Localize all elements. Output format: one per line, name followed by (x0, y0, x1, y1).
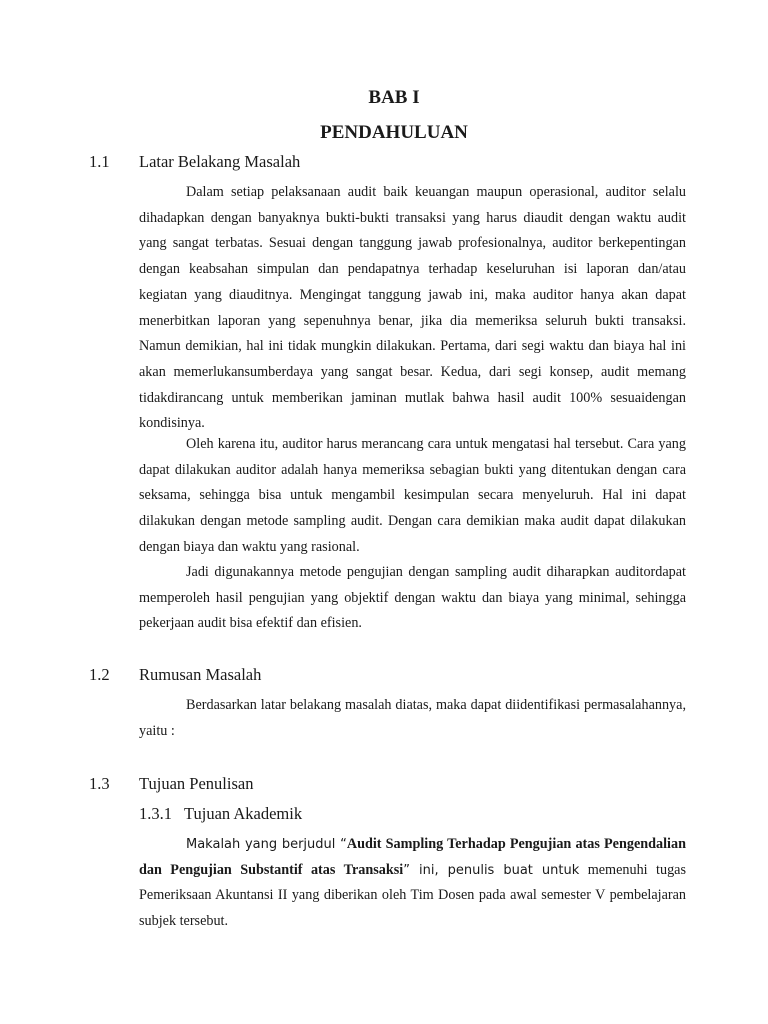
paragraph-rest: memenuhi tugas Pemeriksaan Akuntansi II yang diberikan oleh Tim Dosen pada awal semester V pembelajaran subjek tersebut. (139, 861, 686, 930)
paragraph-lead: Makalah yang berjudul “ (186, 837, 347, 852)
paragraph: Jadi digunakannya metode pengujian dengan sampling audit diharapkan auditordapat memperoleh hasil pengujian yang objektif dengan waktu dan biaya yang minimal, sehingga pekerjaan audit bisa efektif dan efisien. (139, 564, 686, 632)
paragraph: Berdasarkan latar belakang masalah diatas, maka dapat diidentifikasi permasalahannya, yaitu : (139, 697, 686, 739)
section-number: 1.3 (89, 774, 110, 793)
section-number: 1.1 (89, 152, 110, 171)
section-number: 1.2 (89, 665, 110, 684)
section-title: Rumusan Masalah (139, 665, 262, 684)
section-title: Tujuan Penulisan (139, 774, 254, 793)
subsection-number: 1.3.1 (139, 804, 172, 823)
section-title: Latar Belakang Masalah (139, 152, 301, 171)
paragraph (139, 832, 686, 935)
chapter-label: BAB I (368, 87, 420, 108)
paper-title-bold: Audit Sampling Terhadap Pengujian atas Pengendalian dan Pengujian Substantif atas Transaksi (139, 836, 686, 878)
paragraph: Dalam setiap pelaksanaan audit baik keuangan maupun operasional, auditor selalu dihadapkan dengan banyaknya bukti-bukti transaksi yang harus diaudit dengan waktu audit yang sangat terbatas. Sesuai dengan tanggung jawab profesionalnya, auditor berkepentingan dengan keabsahan simpulan dan pendapatnya terhadap keseluruhan isi laporan dan/atau kegiatan yang diauditnya. Mengingat tanggung jawab ini, maka auditor hanya akan dapat menerbitkan laporan yang sepenuhnya benar, jika dia memeriksa seluruh bukti transaksi. Namun demikian, hal ini tidak mungkin dilakukan. Pertama, dari segi waktu dan biaya hal ini akan memerlukansumberdaya yang sangat besar. Kedua, dari segi konsep, audit memang tidakdirancang untuk memberikan jaminan mutlak bahwa hasil audit 100% sesuaidengan kondisinya. (139, 184, 686, 432)
chapter-title: PENDAHULUAN (320, 122, 468, 143)
subsection-heading-1-3-1 (139, 804, 302, 824)
paragraph-mid: ” ini, penulis buat untuk (403, 862, 580, 878)
subsection-title: Tujuan Akademik (184, 804, 303, 823)
paragraph: Oleh karena itu, auditor harus merancang cara untuk mengatasi hal tersebut. Cara yang dapat dilakukan auditor adalah hanya memeriksa sebagian bukti yang ditentukan dengan cara seksama, sehingga bisa untuk mengambil kesimpulan secara menyeluruh. Hal ini dapat dilakukan dengan metode sampling audit. Dengan cara demikian maka audit dapat dilakukan dengan biaya dan waktu yang rasional. (139, 436, 686, 555)
